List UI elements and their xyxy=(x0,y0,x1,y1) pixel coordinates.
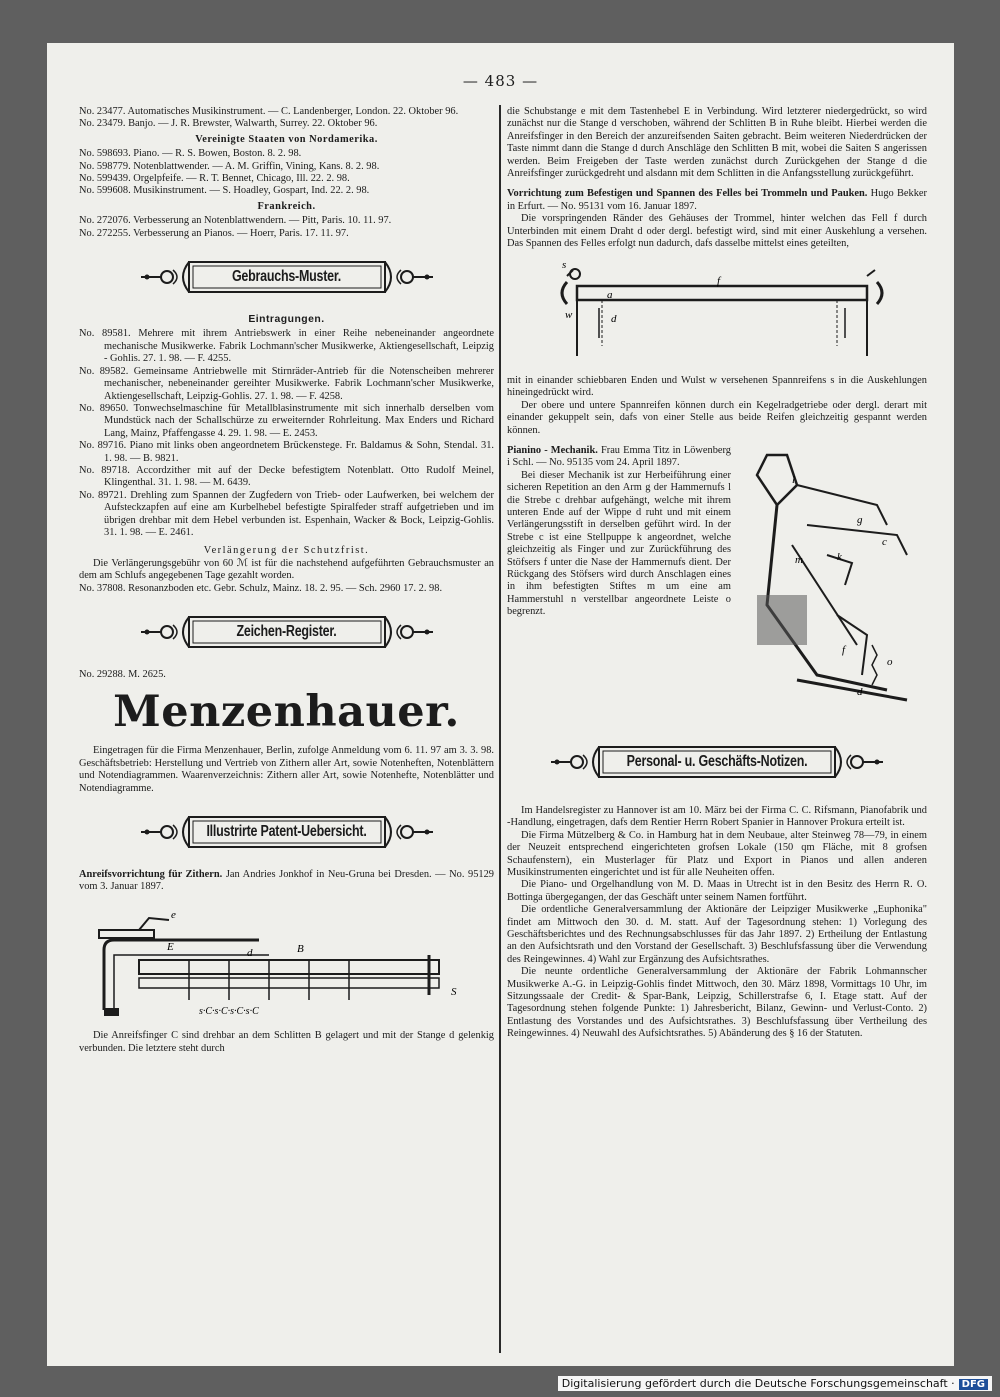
fig1-label-B: B xyxy=(297,942,304,955)
left-column xyxy=(79,106,494,1055)
verlaengerung-heading: Verlängerung der Schutzfrist. xyxy=(203,545,370,557)
fig1-label-e: e xyxy=(171,908,176,921)
fig3-label-f: f xyxy=(842,643,846,656)
fig3-label-c: c xyxy=(882,535,887,548)
banner-personal-notizen xyxy=(507,733,927,791)
entry-89581: No. 89581. Mehrere mit ihrem Antriebswerk in einer Reihe nebeneinander angeordnete mechanische Musikwerke. Fabrik Lochmann'scher Musikwerke, Aktiengesellschaft, Leipzig - Gohlis. 27. 1. 98. — F. 4255. xyxy=(79,328,494,365)
patent-author: Jan Andries Jonkhof in Neu-Gruna bei Dresden. — No. 95129 vom 3. Januar 1897. xyxy=(79,869,494,893)
entry-598779: No. 598779. Notenblattwender. — A. M. Griffin, Vining, Kans. 8. 2. 98. xyxy=(79,160,380,172)
zr-text: Eingetragen für die Firma Menzenhauer, Berlin, zufolge Anmeldung vom 6. 11. 97 am 3. 3. 98. Geschäftsbetrieb: Herstellung und Vertrieb von Zithern aller Art, sowie Notenheften, Notenblättern und Notendiagrammen. Waarenverzeichnis: Zithern aller Art, sowie Notenhefte, Notenblätter und Notendiagramme. xyxy=(79,745,494,794)
eintragungen-heading: Eintragungen. xyxy=(248,314,325,326)
usa-heading: Vereinigte Staaten von Nordamerika. xyxy=(195,133,378,145)
notice-lohmann: Die neunte ordentliche Generalversammlung der Aktionäre der Fabrik Lohmannscher Musikwerke A.-G. in Leipzig-Gohlis findet Mittwoch, den 30. März 1898, Vormittags 10 Uhr, im Sitzungssaale der Credit- & Spar-Bank, Leipzig, Schillerstrafse 6, I. Etage statt. Auf der Tagesordnung stehen folgende Punkte: 1) Jahresbericht, Bilanz, Gewinn- und Verlust-Conto. 2) Entlastung des Vorstandes und des Aufsichtsrathes. 3) Beschlufsfassung über Vertheilung des Reingewinnes. 4) Neuwahl des Aufsichtsrathes. 5) Abänderung des § 16 der Statuten. xyxy=(507,966,927,1040)
pianino-text: Bei dieser Mechanik ist zur Herbeiführung einer sicheren Repetition an den Arm g der Hammernufs l die Strebe c drehbar aufgehängt, welche mit ihrem unteren Ende auf der Wippe d ruht und mit einem Verlängerungsstift in derselben geführt wird. In der Strebe c ist eine Stellpuppe k angeordnet, welche gleichzeitig als Finger und zur Zurückführung des Stöfsers f unter die Nase der Hammernufs dient. Der Rückgang des Stöfsers wird durch Anschlagen eines in ihm befestigten Stiftes m um eine am Hammerstuhl n verstellbar angeordnete Leiste o begrenzt. xyxy=(507,469,731,618)
digitization-footer xyxy=(558,1376,992,1391)
verlaengerung-text: Die Verlängerungsgebühr von 60 ℳ ist für die nachstehend aufgeführten Gebrauchsmuster an dem am Schlufs angegebenen Tage gezahlt worden. xyxy=(79,557,494,582)
notice-maas: Die Piano- und Orgelhandlung von M. D. Maas in Utrecht ist in den Besitz des Herrn R. O. Bottinga übergegangen, der das Geschäft unter seinem Namen fortführt. xyxy=(507,879,927,903)
fig2-label-s: s xyxy=(562,259,567,272)
fig2-label-a: a xyxy=(607,289,613,302)
banner-label: Zeichen-Register. xyxy=(236,622,337,640)
figure-drum-tension xyxy=(507,256,927,368)
entry-598693: No. 598693. Piano. — R. S. Bowen, Boston. 8. 2. 98. xyxy=(79,148,302,160)
patent-title: Anreifsvorrichtung für Zithern. xyxy=(79,869,223,881)
pianino-author: Frau Emma Titz in Löwenberg i Schl. — No. 95135 vom 24. April 1897. xyxy=(507,444,731,469)
zr-number: No. 29288. M. 2625. xyxy=(79,669,166,680)
pianino-title: Pianino - Mechanik. xyxy=(507,444,598,456)
trommel-author: Hugo Bekker in Erfurt. — No. 95131 vom 16. Januar 1897. xyxy=(507,188,927,212)
fig1-label-S: S xyxy=(451,985,457,998)
figure-pianino-mechanism xyxy=(737,445,927,715)
trommel-text-2: mit in einander schiebbaren Enden und Wulst w versehenen Spannreifens s in die Auskehlungen hineingedrückt wird. xyxy=(507,374,927,399)
entry-89721: No. 89721. Drehling zum Spannen der Zugfedern von Trieb- oder Laufwerken, bei welchem der Aufsteckzapfen auf eine am Kurbelhebel befestigte Spiralfeder straff aufgetrieben und im übrigen drehbar mit dem Hebel verbunden ist. Espenhain, Wacker & Bock, Leipzig-Gohlis. 31. 1. 98. — E. 2461. xyxy=(79,489,494,538)
entry-272076: No. 272076. Verbesserung an Notenblattwendern. — Pitt, Paris. 10. 11. 97. xyxy=(79,215,392,227)
banner-gebrauchs-muster xyxy=(79,248,494,306)
banner-label: Illustrirte Patent-Uebersicht. xyxy=(206,822,367,840)
fig3-label-d: d xyxy=(857,685,863,698)
entry-23479: No. 23479. Banjo. — J. R. Brewster, Walwarth, Surrey. 22. Oktober 96. xyxy=(79,118,378,130)
page-number: — 483 — xyxy=(462,72,539,90)
entry-599439: No. 599439. Orgelpfeife. — R. T. Bennet, Chicago, Ill. 22. 2. 98. xyxy=(79,173,350,185)
fig2-label-d: d xyxy=(611,313,617,326)
footer-text: Digitalisierung gefördert durch die Deutsche Forschungsgemeinschaft · xyxy=(561,1377,955,1390)
right-column xyxy=(507,106,927,1041)
patent-text: Die Anreifsfinger C sind drehbar an dem Schlitten B gelagert und mit der Stange d gelenkig verbunden. Die letztere steht durch xyxy=(79,1030,494,1054)
notice-muetzelberg: Die Firma Mützelberg & Co. in Hamburg hat in dem Neubaue, alter Steinweg 78—79, in einem der Neuzeit entsprechend eingerichteten grofsen Lokale (150 qm Fläche, mit 8 grofsen Schaufenstern), ein Musterlager für Platz und Export in Pianos und allen anderen Musikinstrumenten eingerichtet und ist für alle Neuheiten offen. xyxy=(507,829,927,878)
fig2-label-w: w xyxy=(565,309,573,322)
entry-89718: No. 89718. Accordzither mit auf der Decke befestigtem Notenblatt. Otto Rudolf Meinel, Klingenthal. 31. 1. 98. — M. 6439. xyxy=(79,464,494,489)
entry-272255: No. 272255. Verbesserung an Pianos. — Hoerr, Paris. 17. 11. 97. xyxy=(79,227,349,239)
trademark-menzenhauer: Menzenhauer. xyxy=(113,687,460,738)
entry-89650: No. 89650. Tonwechselmaschine für Metallblasinstrumente mit sich innerhalb derselben vom Mundstück nach der Schallschürze zu erweiternder Rohrleitung. Max Enders und Richard Lang, Mainz, Pfaffengasse 4. 29. 1. 98. — E. 2453. xyxy=(79,402,494,439)
fig3-label-o: o xyxy=(887,655,893,668)
entry-89582: No. 89582. Gemeinsame Antriebwelle mit Stirnräder-Antrieb für die Notenscheiben mehrerer mechanischer, nebeneinander gereihter Musikwerke. Fabrik Lochmann'scher Musikwerke, Aktiengesellschaft, Leipzig-Gohlis. 27. 1. 98. — F. 4258. xyxy=(79,365,494,402)
banner-patent-uebersicht xyxy=(79,803,494,861)
zither-continuation: die Schubstange e mit dem Tastenhebel E in Verbindung. Wird letzterer niedergedrückt, so wird zunächst nur die Stange d verschoben, während der Schlitten B in Ruhe bleibt. Hierbei werden die Anreifsfinger in den Bereich der anzureifsenden Saiten gebracht. Beim weiteren Niederdrücken der Taste nimmt dann die Stange d durch Anschläge den Schlitten B mit, wobei die Saiten S angerissen werden. Beim Freigeben der Taste werden zunächst durch Zurückgehen der Stange d die Anreifsfinger zurückgedreht und alsdann mit dem Schlitten in die Anfangsstellung zurückgeführt. xyxy=(507,106,927,180)
trommel-text-3: Der obere und untere Spannreifen können durch ein Kegelradgetriebe oder dergl. derart mit einander gekuppelt sein, dafs von einer Stelle aus beide Reifen gleichzeitig gespannt werden können. xyxy=(507,399,927,436)
figure-zither-mechanism xyxy=(79,900,494,1024)
fig3-label-l: l xyxy=(792,473,796,486)
entry-23477: No. 23477. Automatisches Musikinstrument. — C. Landenberger, London. 22. Oktober 96. xyxy=(79,106,459,117)
fig1-label-d: d xyxy=(247,946,253,959)
fig3-label-g: g xyxy=(857,513,863,526)
drum-diagram-icon xyxy=(507,256,927,364)
banner-label: Personal- u. Geschäfts-Notizen. xyxy=(626,752,808,770)
entry-599608: No. 599608. Musikinstrument. — S. Hoadley, Gospart, Ind. 22. 2. 98. xyxy=(79,185,370,197)
fig2-label-f: f xyxy=(717,275,721,288)
fig1-label-s: s·C·s·C·s·C·s·C xyxy=(199,1005,259,1017)
banner-label: Gebrauchs-Muster. xyxy=(231,267,342,285)
dfg-logo: DFG xyxy=(959,1379,988,1390)
zither-diagram-icon xyxy=(79,900,494,1020)
fig1-label-E: E xyxy=(167,940,174,953)
column-divider xyxy=(499,105,501,1353)
notice-euphonika: Die ordentliche Generalversammlung der Aktionäre der Leipziger Musikwerke „Euphonika" findet am Mittwoch den 30. d. M. statt. Auf der Tagesordnung stehen: 1) Vorlegung des Geschäftsberichtes und des Rechnungsabschlusses für das Jahr 1897. 2) Ertheilung der Entlastung an den Aufsichtsrath und den Vorstand der Gesellschaft. 3) Beschlufsfassung über die Verwendung des Reingewinnes. 4) Wahl zur Ergänzung des Aufsichtsrathes. xyxy=(507,904,927,965)
entry-37808: No. 37808. Resonanzboden etc. Gebr. Schulz, Mainz. 18. 2. 95. — Sch. 2960 17. 2. 98. xyxy=(79,582,443,594)
fig3-label-m: m xyxy=(795,553,803,566)
banner-zeichen-register xyxy=(79,603,494,661)
france-heading: Frankreich. xyxy=(257,200,316,212)
scanned-page xyxy=(47,43,954,1366)
trommel-text-1: Die vorspringenden Ränder des Gehäuses der Trommel, hinter welchen das Fell f durch Unterbinden mit einem Draht d oder dergl. befestigt wird, sind mit einer Auskehlung a versehen. Das Spannen des Felles erfolgt nun dadurch, dafs dasselbe mittelst eines geteilten, xyxy=(507,213,927,250)
trommel-title: Vorrichtung zum Befestigen und Spannen des Felles bei Trommeln und Pauken. xyxy=(507,188,868,200)
fig3-label-k: k xyxy=(837,550,842,563)
entry-89716: No. 89716. Piano mit links oben angeordnetem Brückenstege. Fr. Baldamus & Sohn, Stendal. 31. 1. 98. — B. 9821. xyxy=(79,440,494,464)
notice-rissmann: Im Handelsregister zu Hannover ist am 10. März bei der Firma C. C. Rifsmann, Pianofabrik und -Handlung, eingetragen, dafs dem Rentier Herrn Robert Spanier in Hannover Prokura erteilt ist. xyxy=(507,804,927,829)
